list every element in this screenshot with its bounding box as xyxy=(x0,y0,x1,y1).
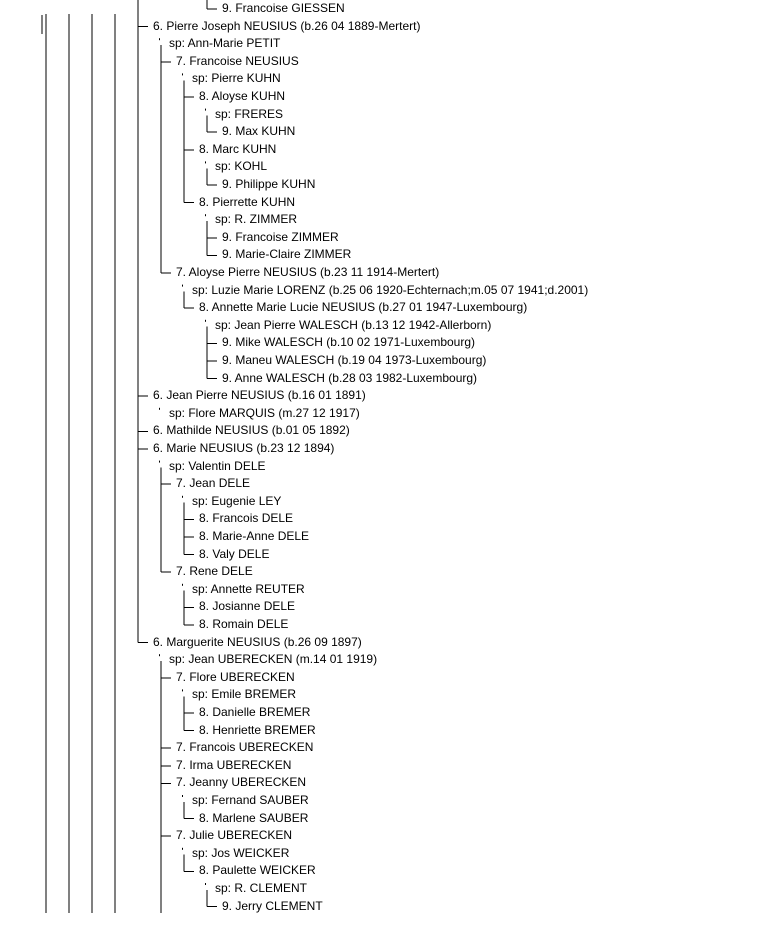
descendant-entry: 9. Francoise GIESSEN xyxy=(222,1,345,15)
descendant-entry: 8. Marc KUHN xyxy=(199,141,277,156)
descendant-entry: 8. Marie-Anne DELE xyxy=(199,529,310,543)
spouse-tick xyxy=(182,584,183,586)
spouse-entry: sp: Fernand SAUBER xyxy=(192,793,309,807)
descendant-entry: 6. Marguerite NEUSIUS (b.26 09 1897) xyxy=(153,634,362,649)
spouse-entry: sp: Jean UBERECKEN (m.14 01 1919) xyxy=(169,652,378,667)
descendant-entry: 9. Philippe KUHN xyxy=(222,177,316,191)
descendant-entry: 6. Mathilde NEUSIUS (b.01 05 1892) xyxy=(153,423,350,438)
descendant-entry: 7. Francois UBERECKEN xyxy=(176,740,314,755)
descendant-entry: 6. Jean Pierre NEUSIUS (b.16 01 1891) xyxy=(153,388,366,403)
spouse-tick xyxy=(182,689,183,691)
spouse-entry: sp: Valentin DELE xyxy=(169,458,266,473)
descendant-entry: 9. Maneu WALESCH (b.19 04 1973-Luxembourg) xyxy=(222,353,487,367)
spouse-entry: sp: R. CLEMENT xyxy=(215,881,308,895)
spouse-tick xyxy=(182,496,183,498)
spouse-tick xyxy=(205,109,206,111)
spouse-tick xyxy=(205,883,206,885)
descendant-entry: 9. Anne WALESCH (b.28 03 1982-Luxembourg) xyxy=(222,370,478,385)
descendant-entry: 7. Rene DELE xyxy=(176,564,253,579)
descendant-entry: 8. Romain DELE xyxy=(199,617,289,631)
descendant-entry: 8. Valy DELE xyxy=(199,546,270,561)
spouse-entry: sp: Ann-Marie PETIT xyxy=(169,36,281,51)
descendant-entry: 9. Marie-Claire ZIMMER xyxy=(222,247,352,262)
descendant-entry: 8. Josianne DELE xyxy=(199,599,296,614)
descendant-entry: 8. Aloyse KUHN xyxy=(199,89,286,103)
spouse-tick xyxy=(159,38,160,40)
spouse-tick xyxy=(205,214,206,216)
descendant-entry: 8. Paulette WEICKER xyxy=(199,863,316,878)
spouse-entry: sp: KOHL xyxy=(215,159,268,174)
descendant-entry: 9. Mike WALESCH (b.10 02 1971-Luxembourg) xyxy=(222,335,476,350)
spouse-tick xyxy=(182,795,183,797)
spouse-entry: sp: Eugenie LEY xyxy=(192,493,282,508)
spouse-tick xyxy=(205,320,206,322)
descendant-entry: 7. Jean DELE xyxy=(176,476,251,491)
descendant-entry: 7. Irma UBERECKEN xyxy=(176,757,292,772)
descendant-entry: 8. Pierrette KUHN xyxy=(199,194,296,209)
spouse-entry: sp: Pierre KUHN xyxy=(192,71,281,86)
descendant-entry: 9. Max KUHN xyxy=(222,124,296,139)
spouse-entry: sp: Annette REUTER xyxy=(192,581,305,596)
descendant-entry: 6. Pierre Joseph NEUSIUS (b.26 04 1889-Mertert) xyxy=(153,18,421,33)
descendant-entry: 9. Jerry CLEMENT xyxy=(222,898,323,913)
descendant-entry: 7. Julie UBERECKEN xyxy=(176,828,293,843)
spouse-tick xyxy=(182,848,183,850)
spouse-tick xyxy=(205,161,206,163)
descendant-entry: 6. Marie NEUSIUS (b.23 12 1894) xyxy=(153,441,335,455)
spouse-entry: sp: Jos WEICKER xyxy=(192,845,290,860)
spouse-entry: sp: Emile BREMER xyxy=(192,687,297,702)
descendant-entry: 8. Annette Marie Lucie NEUSIUS (b.27 01 1947-Luxembourg) xyxy=(199,300,528,315)
spouse-entry: sp: FRERES xyxy=(215,106,284,121)
descendant-entry: 8. Henriette BREMER xyxy=(199,722,316,737)
spouse-tick xyxy=(182,73,183,75)
spouse-tick xyxy=(159,654,160,656)
spouse-entry: sp: Flore MARQUIS (m.27 12 1917) xyxy=(169,405,360,420)
descendant-entry: 8. Danielle BREMER xyxy=(199,705,311,719)
spouse-entry: sp: Jean Pierre WALESCH (b.13 12 1942-Allerborn) xyxy=(215,317,492,332)
spouse-entry: sp: R. ZIMMER xyxy=(215,212,298,227)
spouse-tick xyxy=(159,461,160,463)
descendant-entry: 7. Jeanny UBERECKEN xyxy=(176,775,307,790)
spouse-tick xyxy=(159,408,160,410)
descendant-entry: 7. Francoise NEUSIUS xyxy=(176,53,299,68)
descendant-entry: 8. Francois DELE xyxy=(199,511,294,526)
descendant-entry: 9. Francoise ZIMMER xyxy=(222,229,339,244)
descendant-entry: 8. Marlene SAUBER xyxy=(199,810,309,825)
spouse-tick xyxy=(182,285,183,287)
descendant-entry: 7. Flore UBERECKEN xyxy=(176,669,295,684)
spouse-entry: sp: Luzie Marie LORENZ (b.25 06 1920-Echternach;m.05 07 1941;d.2001) xyxy=(192,282,589,297)
descendant-entry: 7. Aloyse Pierre NEUSIUS (b.23 11 1914-Mertert) xyxy=(176,265,440,279)
